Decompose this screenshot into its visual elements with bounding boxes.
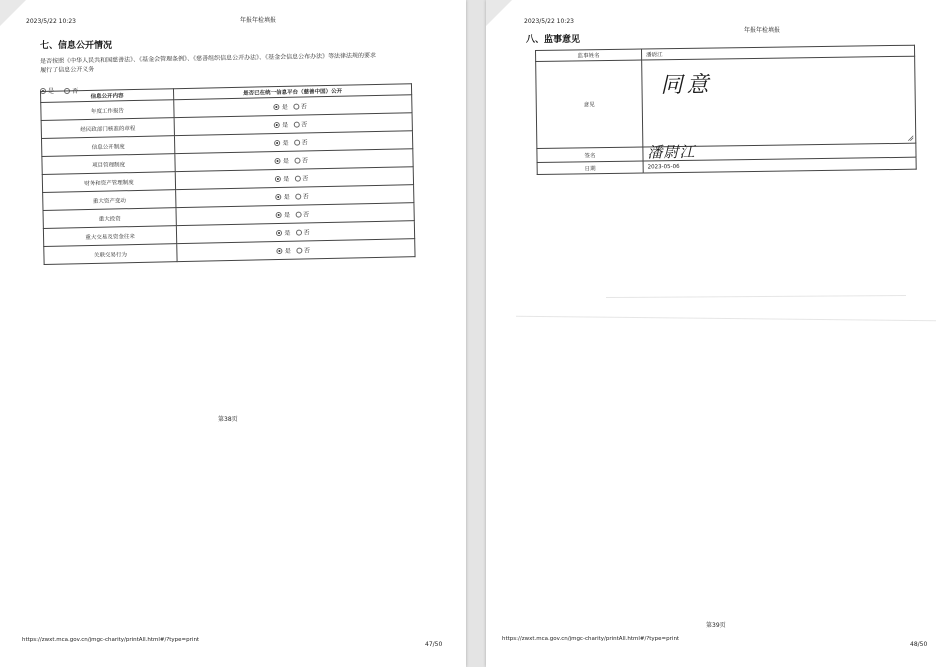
page-gutter [466,0,486,667]
supervisor-opinion-table [535,45,917,175]
radio-yes-label: 是 [284,211,291,219]
radio-no[interactable] [293,121,299,127]
disclosure-table [40,83,416,265]
print-timestamp: 2023/5/22 10:23 [524,18,574,25]
radio-yes[interactable] [275,139,281,145]
radio-yes[interactable] [276,229,282,235]
radio-yes[interactable] [275,175,281,181]
section-title: 八、监事意见 [526,35,581,45]
page-count: 48/50 [910,641,928,648]
disclosure-item-label: 重大交易及资金往来 [43,226,176,247]
date-value: 2023-05-06 [643,157,916,173]
scan-shadow [516,316,936,321]
disclosure-item-label: 项目管理制度 [42,154,175,175]
radio-no-label: 否 [301,157,309,165]
scan-shadow [606,295,906,298]
page-number: 第39页 [706,622,726,629]
opinion-handwriting: 同意 [660,72,713,99]
supervisor-name-label: 监事姓名 [536,49,642,61]
radio-no[interactable] [294,139,300,145]
disclosure-question [40,50,440,75]
print-url: https://zwxt.mca.gov.cn/jmgc-charity/printAll.html#/?type=print [22,637,200,643]
radio-no-label: 否 [302,175,309,183]
signature-handwriting: 潘尉江 [647,142,696,162]
radio-no[interactable] [295,211,301,217]
question-line-1: 是否按照《中华人民共和国慈善法》、《基金会管理条例》、《慈善组织信息公开办法》、《基金会信息公布办法》等法律法规的要求 [40,52,377,65]
radio-yes-label: 是 [284,247,291,255]
opinion-label: 意见 [536,60,643,148]
col-header-published: 是否已在统一信息平台（慈善中国）公开 [173,84,411,100]
radio-yes[interactable] [274,103,280,109]
print-timestamp: 2023/5/22 10:23 [26,18,76,25]
radio-yes-label: 是 [282,121,289,129]
disclosure-item-label: 年度工作报告 [41,100,174,121]
radio-yes-label: 是 [283,193,290,201]
radio-yes[interactable] [275,157,281,163]
header-title: 年报年检填报 [744,27,781,34]
radio-yes-label: 是 [282,157,290,165]
disclosure-item-label: 信息公开制度 [41,136,174,157]
radio-yes-label: 是 [283,175,290,183]
radio-yes-label: 是 [48,88,55,95]
radio-yes[interactable] [274,121,280,127]
radio-no[interactable] [293,103,299,109]
radio-no-label: 否 [303,247,310,255]
radio-no-label: 否 [302,193,309,201]
disclosure-item-label: 关联交易行为 [44,244,177,265]
radio-yes[interactable] [277,247,283,253]
radio-yes-label: 是 [284,229,291,237]
disclosure-item-label: 重大资产变动 [43,190,176,211]
disclosure-item-label: 经民政部门核准的章程 [41,118,174,139]
disclosure-item-label: 重大投资 [43,208,176,229]
radio-yes-label: 是 [281,103,288,111]
radio-no[interactable] [295,193,301,199]
radio-yes[interactable] [276,193,282,199]
opinion-row [536,56,916,148]
radio-no-label: 否 [303,229,310,237]
radio-no[interactable] [294,175,300,181]
radio-yes[interactable] [276,211,282,217]
radio-no[interactable] [294,157,300,163]
radio-no-label: 否 [303,211,310,219]
page-count: 47/50 [425,641,443,648]
radio-no[interactable] [295,229,301,235]
radio-yes-label: 是 [282,139,289,147]
radio-no-label: 否 [301,139,308,147]
radio-no-label: 否 [300,103,307,111]
date-label: 日期 [537,161,643,174]
resize-handle-icon[interactable] [907,135,914,142]
page-number: 第38页 [218,416,238,423]
radio-no-label: 否 [72,88,79,95]
page-corner-fold [0,0,26,26]
radio-no[interactable] [296,247,302,253]
section-title: 七、信息公开情况 [40,41,113,51]
radio-no-label: 否 [301,121,308,129]
page-corner-fold [486,0,512,26]
col-header-content: 信息公开内容 [41,89,174,103]
print-url: https://zwxt.mca.gov.cn/jmgc-charity/printAll.html#/?type=print [502,636,680,642]
signature-label: 签名 [537,147,643,162]
supervisor-name-value: 潘尉江 [641,45,914,60]
header-title: 年报年检填报 [240,17,277,24]
question-line-2: 履行了信息公开义务 [40,66,95,74]
disclosure-item-label: 财务和资产管理制度 [42,172,175,193]
opinion-cell [642,56,916,147]
